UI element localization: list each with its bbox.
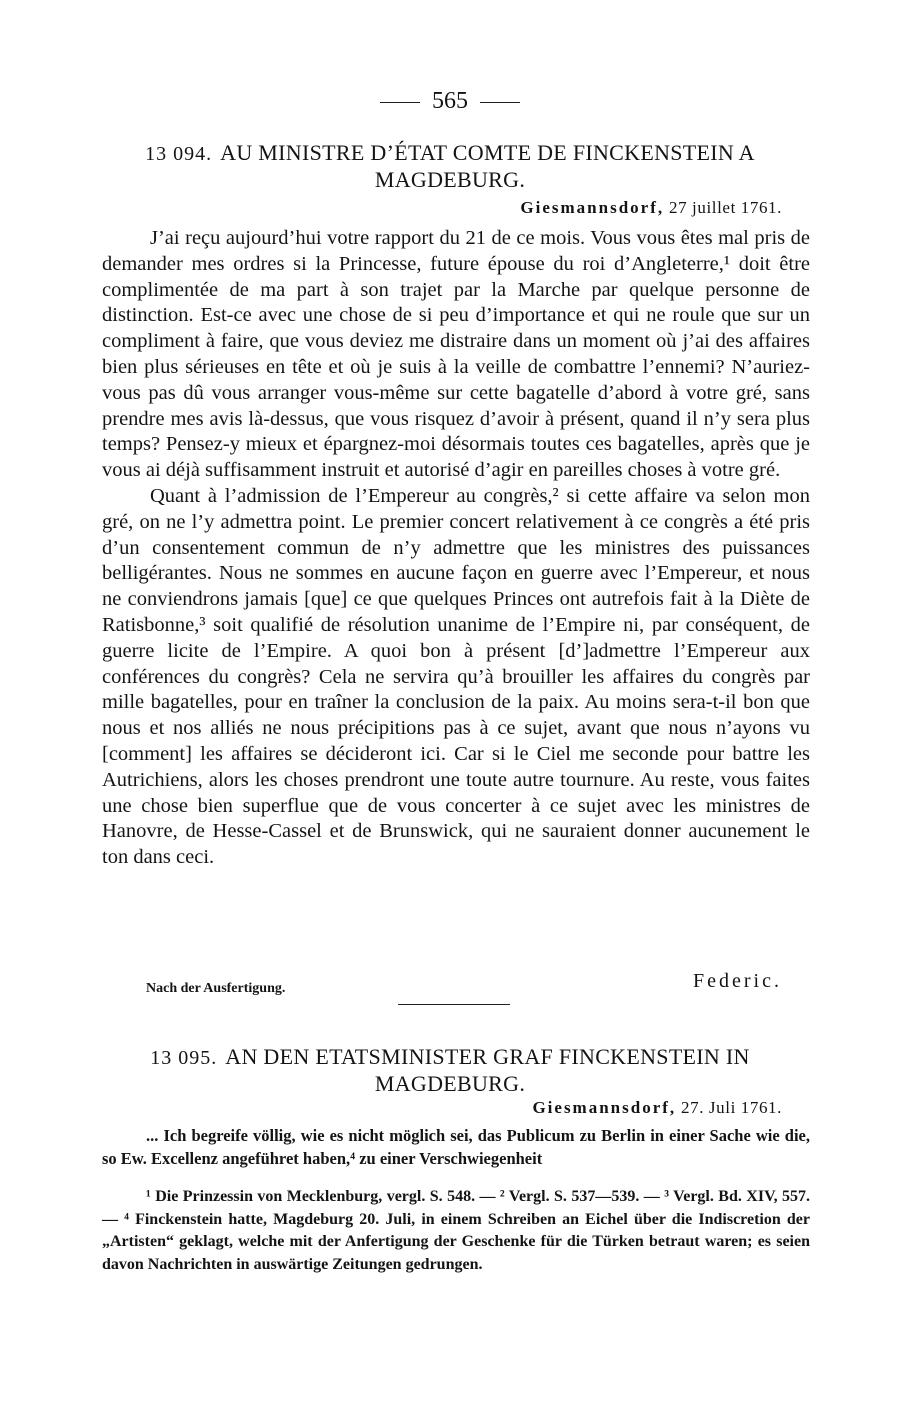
letter2-date: 27. Juli 1761.	[681, 1098, 782, 1117]
page-number-dash-right	[480, 102, 520, 103]
letter1-number: 13 094.	[145, 143, 213, 165]
page-number-value: 565	[432, 88, 468, 114]
letter1-heading	[100, 140, 800, 193]
letter2-body	[102, 1124, 810, 1170]
letter1-body	[102, 226, 810, 871]
section-divider	[398, 1004, 510, 1005]
letter2-place-date	[532, 1098, 782, 1118]
letter2-title: AN DEN ETATSMINISTER GRAF FINCKENSTEIN IN MAGDEBURG.	[225, 1044, 750, 1096]
letter1-date: 27 juillet 1761.	[668, 198, 782, 217]
letter1-place: Giesmannsdorf,	[520, 198, 665, 217]
page-number-dash-left	[380, 102, 420, 103]
letter2-place: Giesmannsdorf,	[532, 1098, 677, 1117]
letter1-signature: Federic.	[693, 970, 782, 992]
letter2-paragraph: ... Ich begreife völlig, wie es nicht möglich sei, das Publicum zu Berlin in einer Sache wie die, so Ew. Excellenz angeführet haben,⁴ zu einer Verschwiegenheit	[102, 1126, 810, 1168]
letter1-source-note: Nach der Ausfertigung.	[146, 981, 286, 996]
letter1-paragraph-2: Quant à l’admission de l’Empereur au congrès,² si cette affaire va selon mon gré, on ne l’y admettra point. Le premier concert relativement à ce congrès a été pris d’un consentement commun de n’y admettre que les ministres des puissances belligérantes. Nous ne sommes en aucune façon en guerre avec l’Empereur, et nous ne conviendrons jamais [que] ce que quelques Princes ont autrefois fait à la Diète de Ratisbonne,³ soit qualifié de résolution unanime de l’Empire ni, par conséquent, de guerre licite de l’Empire. A quoi bon à présent [d’]admettre l’Empereur aux conférences du congrès? Cela ne servira qu’à brouiller les affaires du congrès par mille bagatelles, pour en traîner la conclusion de la paix. Au moins sera-t-il bon que nous et nos alliés ne nous précipitions pas à ce sujet, avant que nous n’ayons vu [comment] les affaires se décideront ici. Car si le Ciel me seconde pour battre les Autrichiens, alors les choses prendront une toute autre tournure. Au reste, vous faites une chose bien superflue que de vous concerter à ce sujet avec les ministres de Hanovre, de Hesse-Cassel et de Brunswick, qui ne sauraient donner aucunement le ton dans ceci.	[102, 484, 810, 869]
page-number	[0, 88, 900, 115]
letter1-paragraph-1: J’ai reçu aujourd’hui votre rapport du 21 de ce mois. Vous vous êtes mal pris de demander mes ordres si la Princesse, future épouse du roi d’Angleterre,¹ doit être complimentée de ma part à son trajet par la Marche par quelque personne de distinction. Est-ce avec une chose de si peu d’importance et qui ne roule que sur un compliment à faire, que vous deviez me distraire dans un moment où j’ai des affaires bien plus sérieuses en tête et où je suis à la veille de combattre l’ennemi? N’auriez-vous pas dû vous arranger vous-même sur cette bagatelle d’abord à votre gré, sans prendre mes avis là-dessus, que vous risquez d’avoir à présent, quand il n’y sera plus temps? Pensez-y mieux et épargnez-moi désormais toutes ces bagatelles, après que je vous ai déjà suffisamment instruit et autorisé d’agir en pareilles choses à votre gré.	[102, 227, 810, 482]
footnotes-text: ¹ Die Prinzessin von Mecklenburg, vergl. S. 548. — ² Vergl. S. 537—539. — ³ Vergl. Bd. XIV, 557. — ⁴ Finckenstein hatte, Magdeburg 20. Juli, in einem Schreiben an Eichel über die Indiscretion der „Artisten“ geklagt, welche mit der Anfertigung der Geschenke für die Türken betraut waren; es seien davon Nachrichten in auswärtige Zeitungen gedrungen.	[102, 1188, 810, 1273]
letter1-place-date	[520, 198, 782, 218]
footnotes	[102, 1186, 810, 1276]
letter2-number: 13 095.	[150, 1047, 218, 1069]
letter2-heading	[100, 1044, 800, 1097]
letter1-title: AU MINISTRE D’ÉTAT COMTE DE FINCKENSTEIN A MAGDEBURG.	[220, 140, 755, 192]
